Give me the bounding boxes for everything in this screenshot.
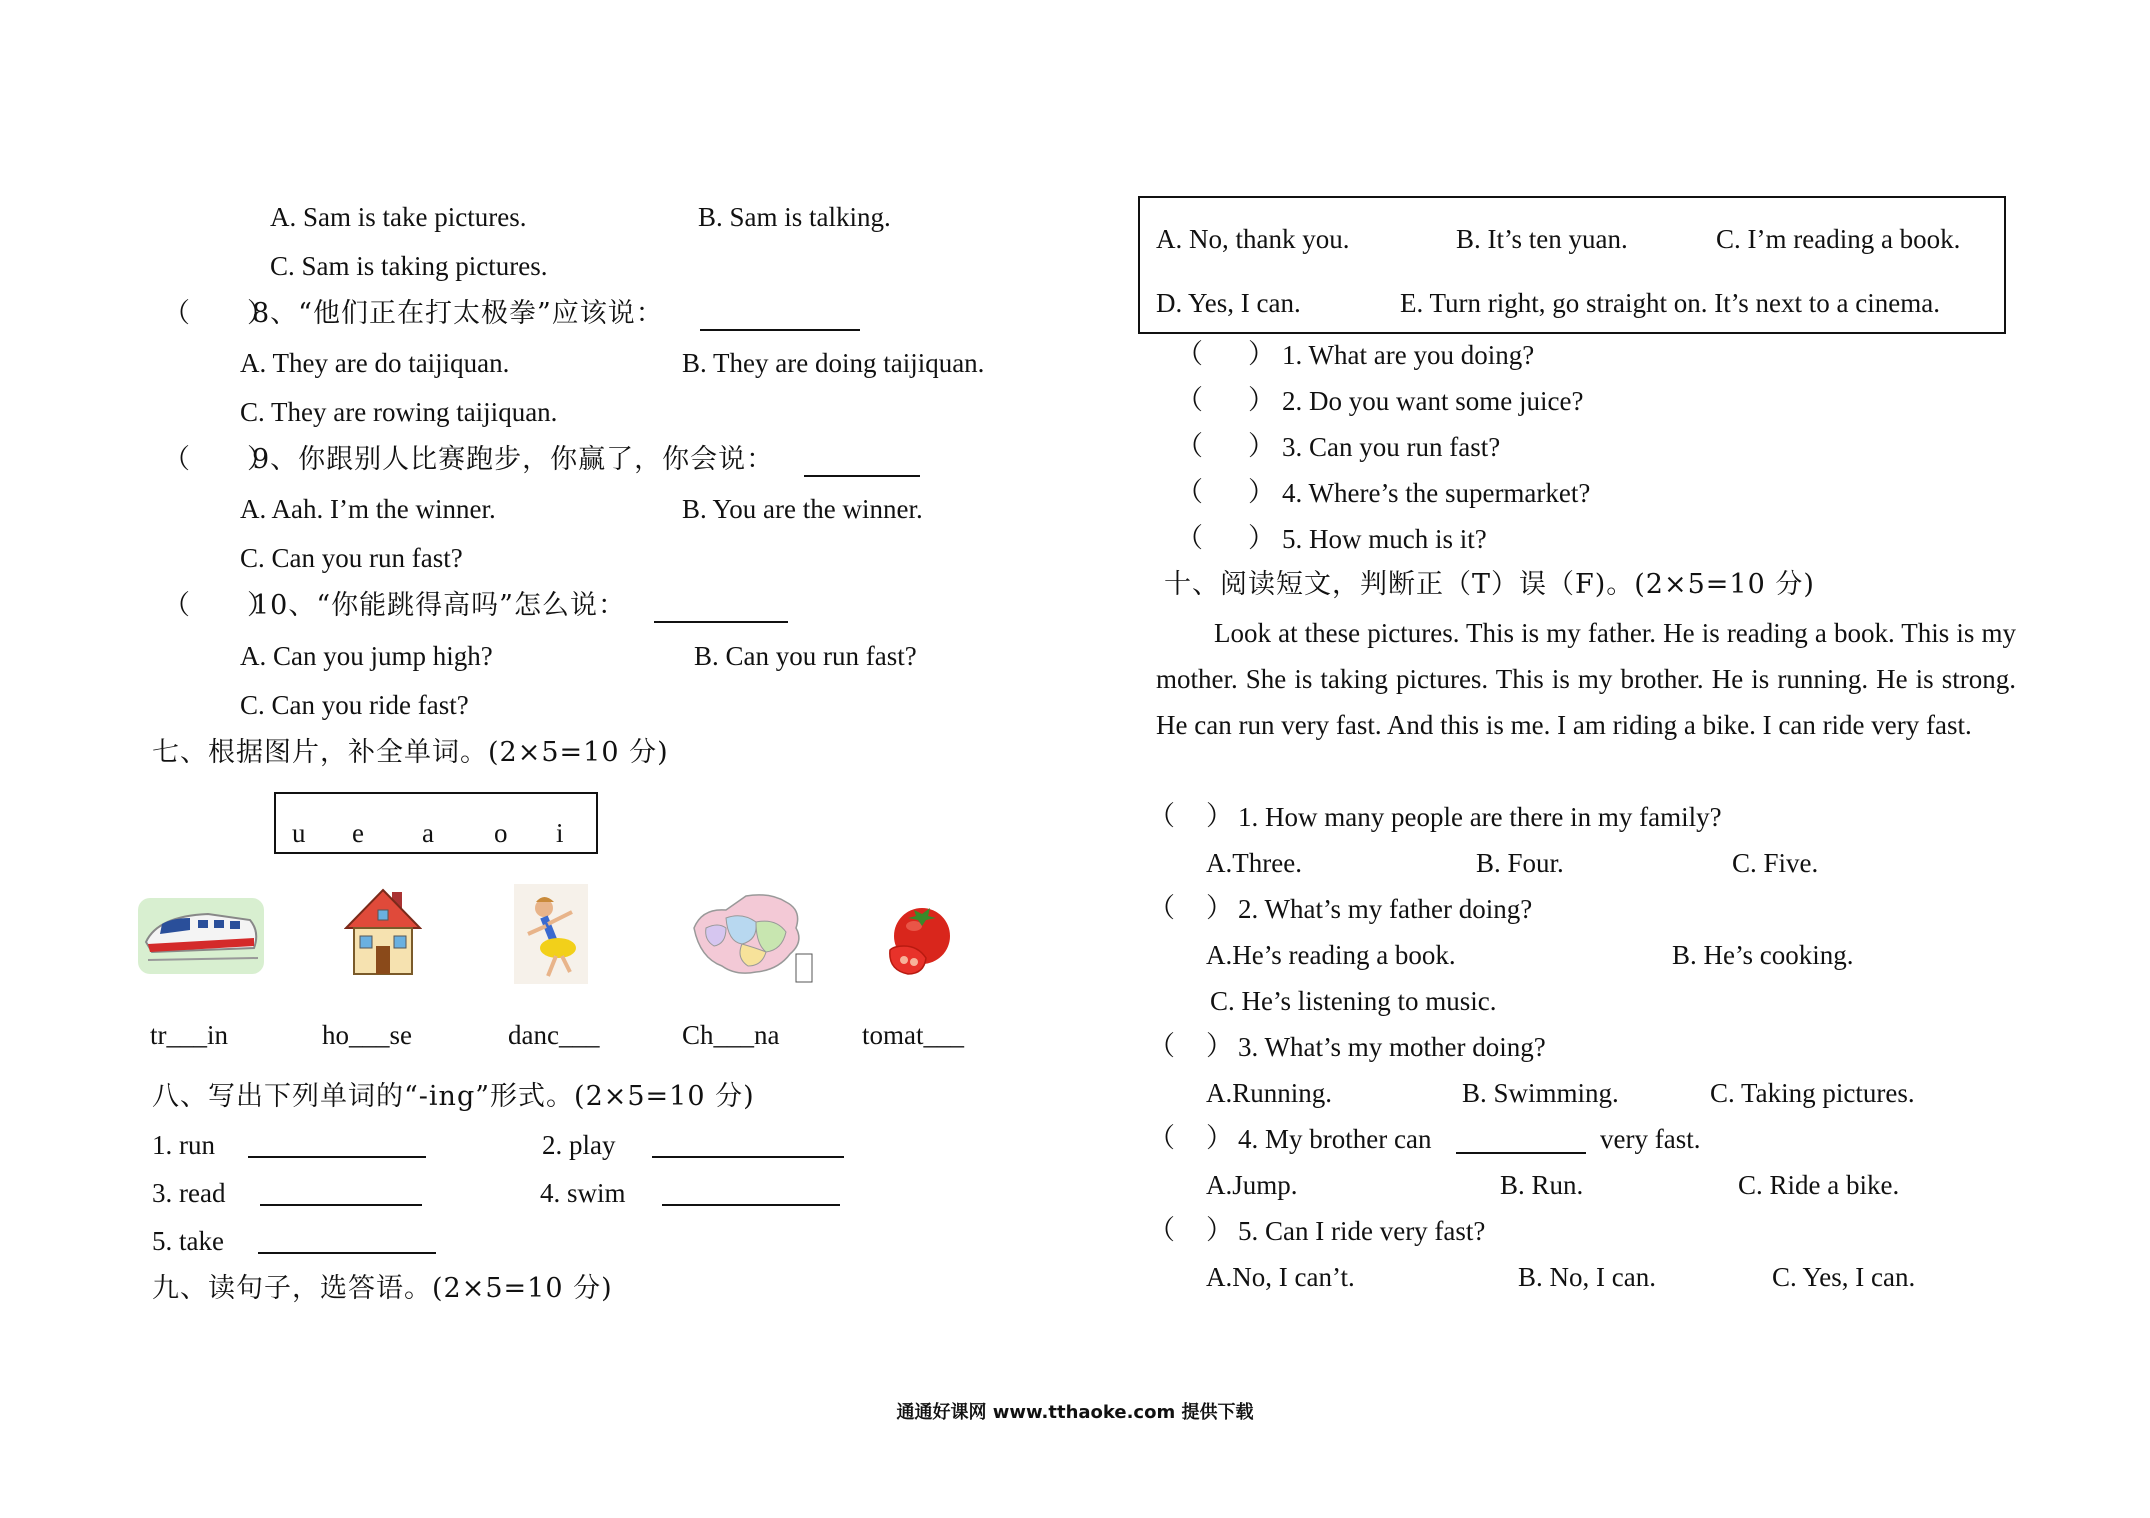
ing-blank-run[interactable] <box>248 1130 426 1158</box>
q8-option-b: B. They are doing taijiquan. <box>682 348 985 378</box>
r-q5-paren-close: ） <box>1206 1215 1234 1246</box>
q10-stem: 10、“你能跳得高吗”怎么说： <box>252 590 626 621</box>
q9-option-a: A. Aah. I’m the winner. <box>240 494 496 524</box>
section-10-title: 十、阅读短文，判断正（T）误（F)。(2×5=10 分) <box>1164 569 1815 600</box>
r-q3-option-c: C. Taking pictures. <box>1710 1078 1915 1108</box>
r-q1-stem: 1. How many people are there in my family? <box>1238 802 1722 832</box>
s9q3-paren-open[interactable]: （ <box>1176 431 1204 462</box>
q7-option-b: B. Sam is talking. <box>698 202 891 232</box>
footer-watermark: 通通好课网 www.tthaoke.com 提供下载 <box>896 1402 1254 1423</box>
answer-choices-box <box>1138 196 2006 334</box>
q8-option-a: A. They are do taijiquan. <box>240 348 510 378</box>
letter-i: i <box>556 818 564 848</box>
china-map-picture <box>686 888 816 986</box>
r-q1-option-b: B. Four. <box>1476 848 1564 878</box>
r-q1-paren-close: ） <box>1206 801 1234 832</box>
ing-item-run: 1. run <box>152 1130 215 1160</box>
r-q2-option-c: C. He’s listening to music. <box>1210 986 1497 1016</box>
s9q5-paren-open[interactable]: （ <box>1176 523 1204 554</box>
r-q4-option-b: B. Run. <box>1500 1170 1584 1200</box>
s9q4-paren-close: ） <box>1248 477 1276 508</box>
word-dance: danc___ <box>508 1020 600 1050</box>
q10-answer-paren[interactable]: （ ） <box>163 590 275 621</box>
s9-question-1: 1. What are you doing? <box>1282 340 1535 370</box>
tomato-picture <box>874 896 964 980</box>
s9-question-2: 2. Do you want some juice? <box>1282 386 1584 416</box>
section-9-title: 九、读句子，选答语。(2×5=10 分) <box>152 1273 613 1304</box>
r-q2-stem: 2. What’s my father doing? <box>1238 894 1533 924</box>
r-q5-option-b: B. No, I can. <box>1518 1262 1656 1292</box>
ing-blank-read[interactable] <box>260 1178 422 1206</box>
s9-question-3: 3. Can you run fast? <box>1282 432 1501 462</box>
s9q4-paren-open[interactable]: （ <box>1176 477 1204 508</box>
letter-o: o <box>494 818 508 848</box>
s9q1-paren-close: ） <box>1248 339 1276 370</box>
q10-option-b: B. Can you run fast? <box>694 641 917 671</box>
choice-e: E. Turn right, go straight on. It’s next to a cinema. <box>1400 288 1940 318</box>
r-q2-option-a: A.He’s reading a book. <box>1206 940 1456 970</box>
r-q5-option-a: A.No, I can’t. <box>1206 1262 1355 1292</box>
q8-stem: 8、“他们正在打太极拳”应该说： <box>252 298 664 329</box>
section-7-title: 七、根据图片，补全单词。(2×5=10 分) <box>152 737 669 768</box>
q8-option-c: C. They are rowing taijiquan. <box>240 397 558 427</box>
letter-u: u <box>292 818 306 848</box>
q9-blank[interactable] <box>804 449 920 477</box>
r-q1-option-c: C. Five. <box>1732 848 1819 878</box>
r-q4-option-a: A.Jump. <box>1206 1170 1298 1200</box>
word-tomato: tomat___ <box>862 1020 964 1050</box>
q7-option-c: C. Sam is taking pictures. <box>270 251 548 281</box>
reading-passage: Look at these pictures. This is my father. He is reading a book. This is my mother. She is taking pictures. This is my brother. He is running. He is strong. He can run very fast. And this is me. I am riding a bike. I can ride very fast. <box>1156 618 2016 740</box>
choice-c: C. I’m reading a book. <box>1716 224 1961 254</box>
choice-d: D. Yes, I can. <box>1156 288 1301 318</box>
q9-stem: 9、你跟别人比赛跑步，你赢了，你会说： <box>252 444 775 475</box>
q8-answer-paren[interactable]: （ ） <box>163 298 275 329</box>
s9-question-4: 4. Where’s the supermarket? <box>1282 478 1591 508</box>
r-q2-option-b: B. He’s cooking. <box>1672 940 1854 970</box>
letter-e: e <box>352 818 364 848</box>
r-q4-stem-start: 4. My brother can <box>1238 1124 1432 1154</box>
s9q2-paren-close: ） <box>1248 385 1276 416</box>
s9q1-paren-open[interactable]: （ <box>1176 339 1204 370</box>
choice-a: A. No, thank you. <box>1156 224 1350 254</box>
q8-blank[interactable] <box>700 303 860 331</box>
q10-option-a: A. Can you jump high? <box>240 641 493 671</box>
word-train: tr___in <box>150 1020 228 1050</box>
ing-blank-take[interactable] <box>258 1226 436 1254</box>
s9q3-paren-close: ） <box>1248 431 1276 462</box>
r-q2-paren-open[interactable]: （ <box>1148 893 1176 924</box>
r-q5-paren-open[interactable]: （ <box>1148 1215 1176 1246</box>
train-picture <box>138 898 264 974</box>
r-q4-paren-open[interactable]: （ <box>1148 1123 1176 1154</box>
s9q2-paren-open[interactable]: （ <box>1176 385 1204 416</box>
r-q4-option-c: C. Ride a bike. <box>1738 1170 1900 1200</box>
letter-box <box>274 792 598 854</box>
r-q4-stem-end: very fast. <box>1600 1124 1701 1154</box>
q9-option-c: C. Can you run fast? <box>240 543 463 573</box>
q10-option-c: C. Can you ride fast? <box>240 690 469 720</box>
ing-item-take: 5. take <box>152 1226 224 1256</box>
letter-a: a <box>422 818 434 848</box>
ing-item-swim: 4. swim <box>540 1178 626 1208</box>
r-q3-paren-close: ） <box>1206 1031 1234 1062</box>
q10-blank[interactable] <box>654 595 788 623</box>
s9q5-paren-close: ） <box>1248 523 1276 554</box>
r-q3-option-b: B. Swimming. <box>1462 1078 1619 1108</box>
r-q2-paren-close: ） <box>1206 893 1234 924</box>
ing-item-play: 2. play <box>542 1130 616 1160</box>
r-q4-blank[interactable] <box>1456 1126 1586 1154</box>
q9-answer-paren[interactable]: （ ） <box>163 444 275 475</box>
r-q3-paren-open[interactable]: （ <box>1148 1031 1176 1062</box>
r-q1-option-a: A.Three. <box>1206 848 1302 878</box>
dancer-picture <box>514 884 588 984</box>
house-picture <box>344 886 422 980</box>
r-q4-paren-close: ） <box>1206 1123 1234 1154</box>
r-q5-stem: 5. Can I ride very fast? <box>1238 1216 1486 1246</box>
s9-question-5: 5. How much is it? <box>1282 524 1487 554</box>
r-q3-stem: 3. What’s my mother doing? <box>1238 1032 1546 1062</box>
ing-item-read: 3. read <box>152 1178 226 1208</box>
section-8-title: 八、写出下列单词的“-ing”形式。(2×5=10 分) <box>152 1081 755 1112</box>
choice-b: B. It’s ten yuan. <box>1456 224 1628 254</box>
r-q1-paren-open[interactable]: （ <box>1148 801 1176 832</box>
ing-blank-play[interactable] <box>652 1130 844 1158</box>
q7-option-a: A. Sam is take pictures. <box>270 202 527 232</box>
r-q3-option-a: A.Running. <box>1206 1078 1333 1108</box>
q9-option-b: B. You are the winner. <box>682 494 923 524</box>
word-china: Ch___na <box>682 1020 780 1050</box>
r-q5-option-c: C. Yes, I can. <box>1772 1262 1916 1292</box>
word-house: ho___se <box>322 1020 412 1050</box>
ing-blank-swim[interactable] <box>662 1178 840 1206</box>
